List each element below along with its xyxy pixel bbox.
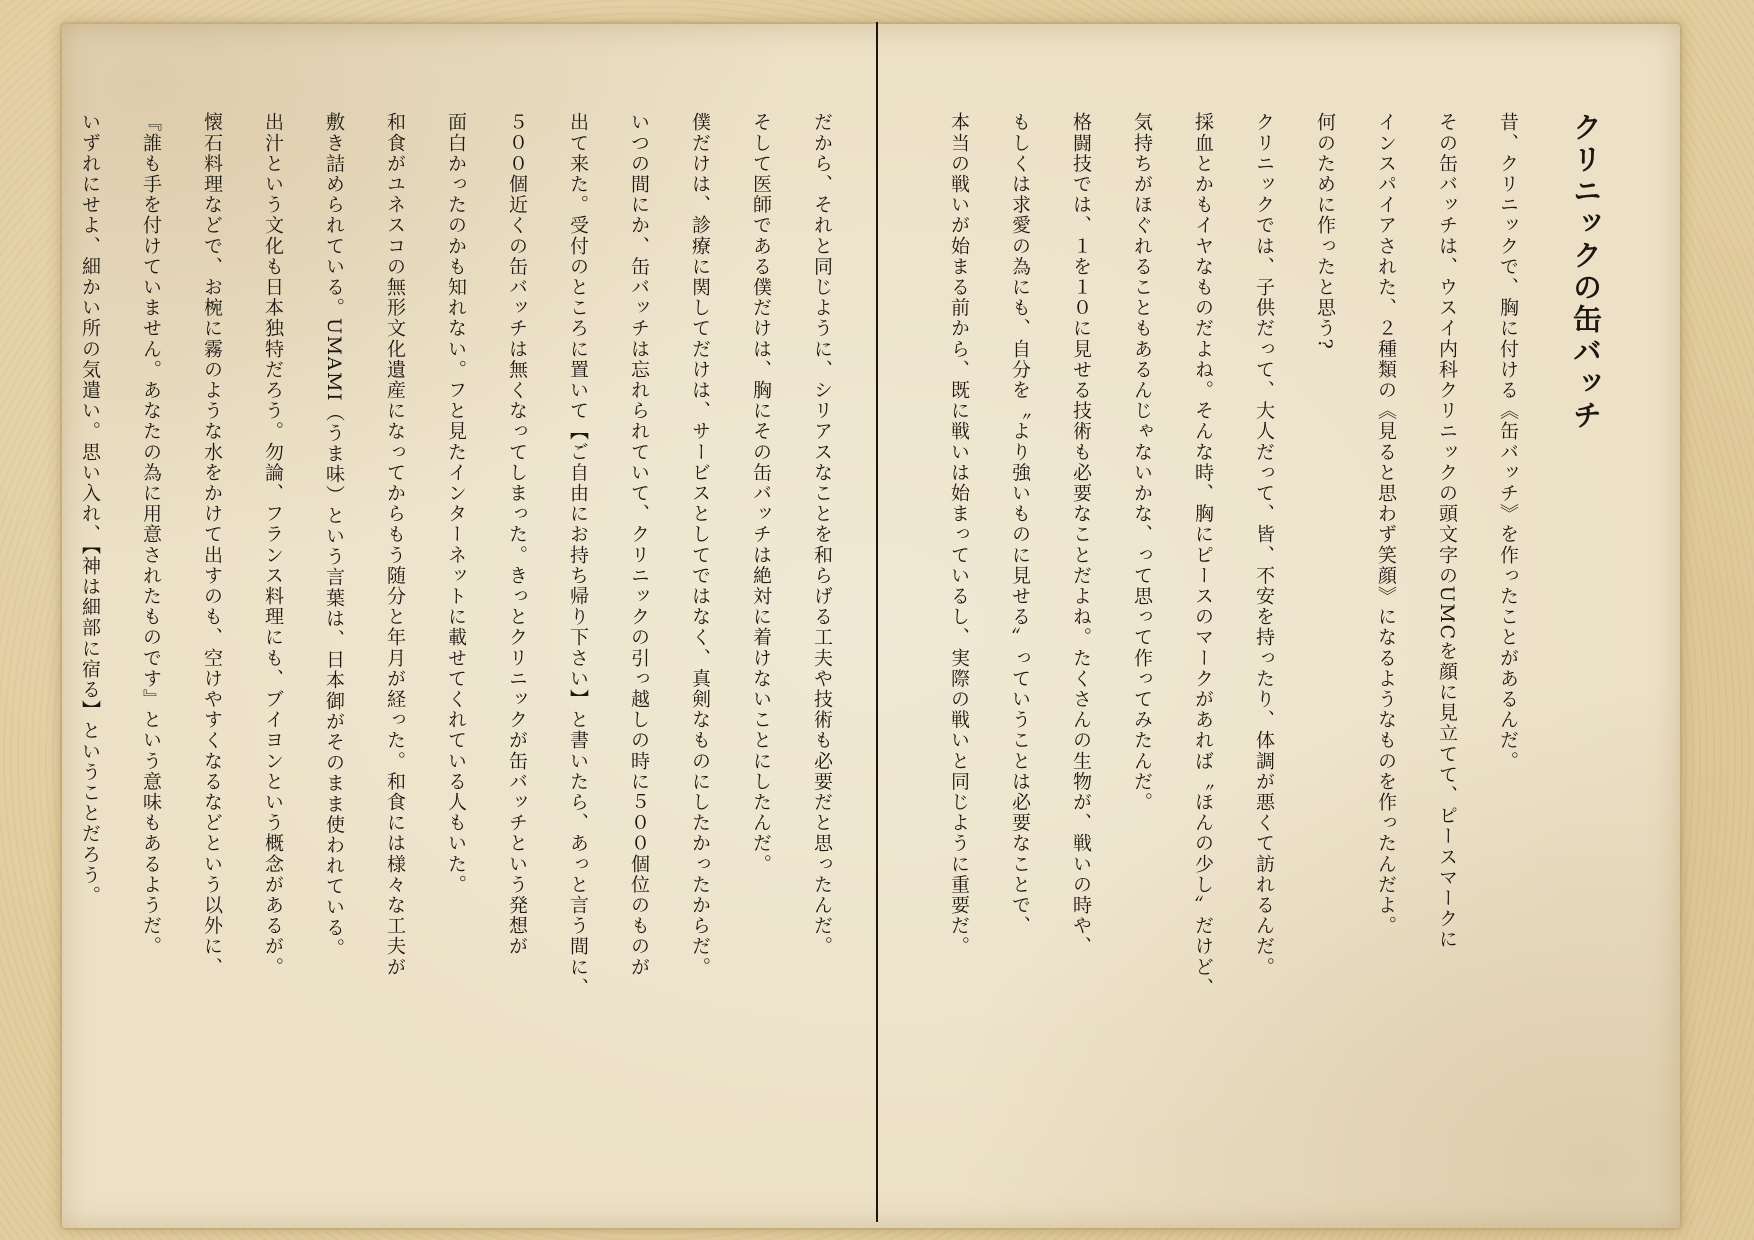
text-line: だから、それと同じように、シリアスなことを和らげる工夫や技術も必要だと思ったんだ。 [811,112,833,957]
text-line: 格闘技では、１を１０に見せる技術も必要なことだよね。たくさんの生物が、戦いの時や、 [1070,112,1092,957]
text-line: 昔、クリニックで、胸に付ける《缶バッチ》を作ったことがあるんだ。 [1497,112,1519,772]
text-line: 採血とかもイヤなものだよね。そんな時、胸にピースのマークがあれば〝ほんの少し〟だけど、 [1192,112,1214,998]
page-title: クリニックの缶バッチ [1569,112,1603,432]
text-line: いずれにせよ、細かい所の気遣い。思い入れ、【神は細部に宿る】ということだろう。 [79,112,101,906]
text-line: 本当の戦いが始まる前から、既に戦いは始まっているし、実際の戦いと同じように重要だ。 [948,112,970,957]
text-line: そして医師である僕だけは、胸にその缶バッチは絶対に着けないことにしたんだ。 [750,112,772,875]
text-line: 僕だけは、診療に関してだけは、サービスとしてではなく、真剣なものにしたかったからだ。 [689,112,711,978]
text-line: もしくは求愛の為にも、自分を〝より強いものに見せる〟っていうことは必要なことで、 [1009,112,1031,936]
text-line: 面白かったのかも知れない。フと見たインターネットに載せてくれている人もいた。 [445,112,467,895]
text-line: 出て来た。受付のところに置いて【ご自由にお持ち帰り下さい】と書いたら、あっと言う間に、 [567,112,589,998]
text-line: 懐石料理などで、お椀に霧のような水をかけて出すのも、空けやすくなるなどという以外に、 [201,112,223,978]
text-line: クリニックでは、子供だって、大人だって、皆、不安を持ったり、体調が悪くて訪れるんだ。 [1253,112,1275,978]
text-line: ５００個近くの缶バッチは無くなってしまった。きっとクリニックが缶バッチという発想が [506,112,528,957]
text-line: 和食がユネスコの無形文化遺産になってからもう随分と年月が経った。和食には様々な工夫が [384,112,406,978]
right-page [928,112,1616,1192]
text-line: いつの間にか、缶バッチは忘れられていて、クリニックの引っ越しの時に５００個位のものが [628,112,650,978]
text-line: 『誰も手を付けていません。あなたの為に用意されたものです』という意味もあるようだ。 [140,112,162,957]
left-page [59,112,852,1192]
text-line: その缶バッチは、ウスイ内科クリニックの頭文字のUMCを顔に見立てて、ピースマークに [1436,112,1458,950]
page-divider [876,22,878,1222]
text-line: インスパイアされた、２種類の《見ると思わず笑顔》になるようなものを作ったんだよ。 [1375,112,1397,936]
text-line: 気持ちがほぐれることもあるんじゃないかな、って思って作ってみたんだ。 [1131,112,1153,813]
text-line: 何のために作ったと思う? [1314,112,1336,351]
text-line: 出汁という文化も日本独特だろう。勿論、フランス料理にも、ブイヨンという概念があるが。 [262,112,284,978]
text-line: 敷き詰められている。UMAMI（うま味）という言葉は、日本御がそのまま使われている。 [323,112,345,959]
